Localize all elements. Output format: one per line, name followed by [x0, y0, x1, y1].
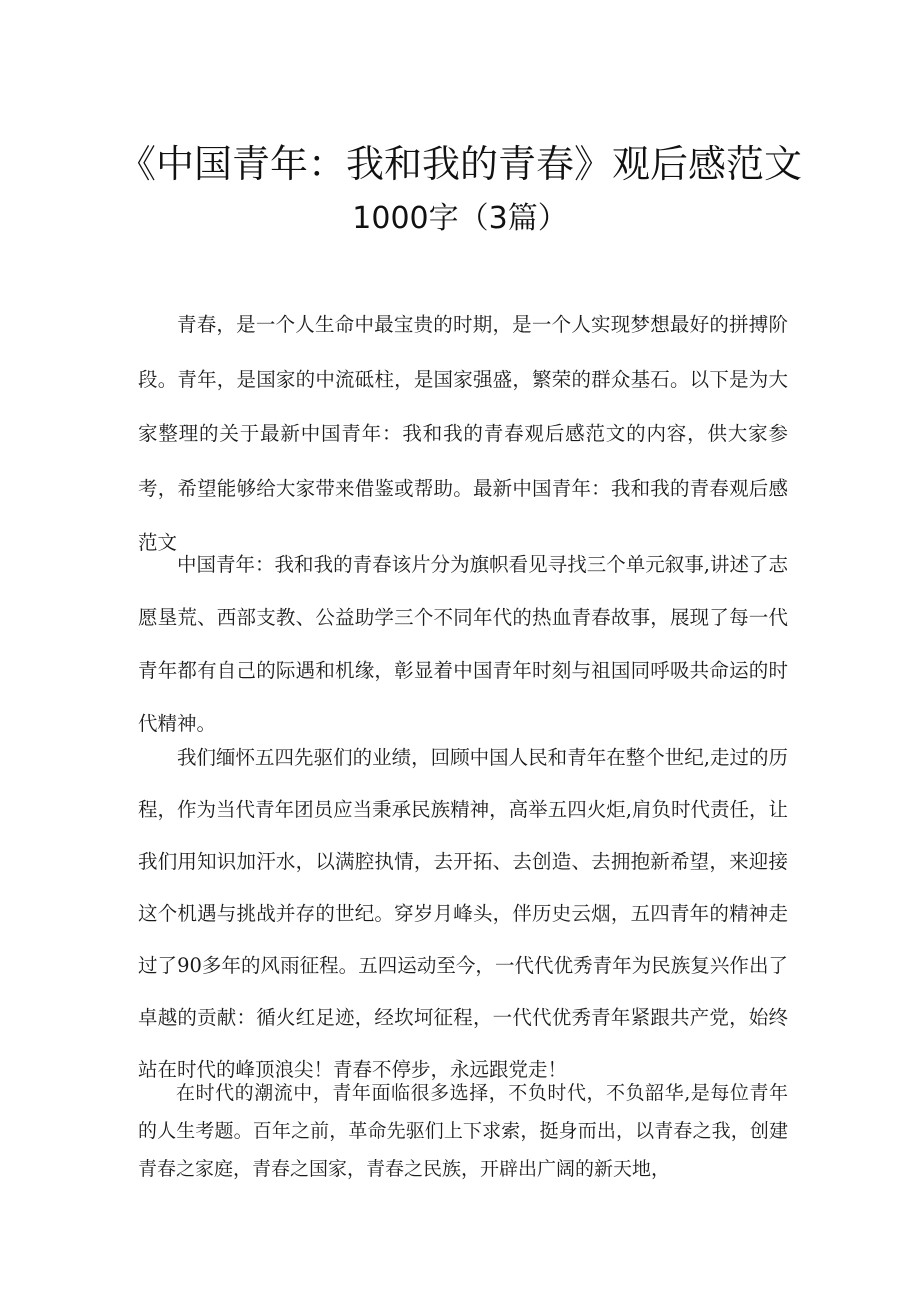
paragraph-intro: 青春，是一个人生命中最宝贵的时期，是一个人实现梦想最好的拼搏阶段。青年，是国家的中流砥柱，是国家强盛，繁荣的群众基石。以下是为大家整理的关于最新中国青年：我和我的青春观后感范文的内容，供大家参考，希望能够给大家带来借鉴或帮助。最新中国青年：我和我的青春观后感范文	[138, 313, 788, 554]
paragraph-may-fourth: 我们缅怀五四先驱们的业绩，回顾中国人民和青年在整个世纪,走过的历程，作为当代青年团员应当秉承民族精神，高举五四火炬,肩负时代责任，让我们用知识加汗水，以满腔执情，去开拓、去创造、去拥抱新希望，来迎接这个机遇与挑战并存的世纪。穿岁月峰头，伴历史云烟，五四青年的精神走过了90多年的风雨征程。五四运动至今，一代代优秀青年为民族复兴作出了卓越的贡献：循火红足迹，经坎坷征程，一代代优秀青年紧跟共产党，始终站在时代的峰顶浪尖！青春不停步，永远跟党走！	[138, 746, 788, 1081]
paragraph-era-choice: 在时代的潮流中，青年面临很多选择，不负时代，不负韶华,是每位青年的人生考题。百年之前，革命先驱们上下求索，挺身而出，以青春之我，创建青春之家庭，青春之国家，青春之民族，开辟出广阔的新天地，	[138, 1082, 788, 1180]
document-title: 《中国青年：我和我的青春》观后感范文	[117, 142, 802, 186]
paragraph-film-summary: 中国青年：我和我的青春该片分为旗帜看见寻找三个单元叙事,讲述了志愿垦荒、西部支教、公益助学三个不同年代的热血青春故事，展现了每一代青年都有自己的际遇和机缘，彰显着中国青年时刻与祖国同呼吸共命运的时代精神。	[138, 553, 788, 735]
document-subtitle: 1000字（3篇）	[352, 201, 568, 236]
